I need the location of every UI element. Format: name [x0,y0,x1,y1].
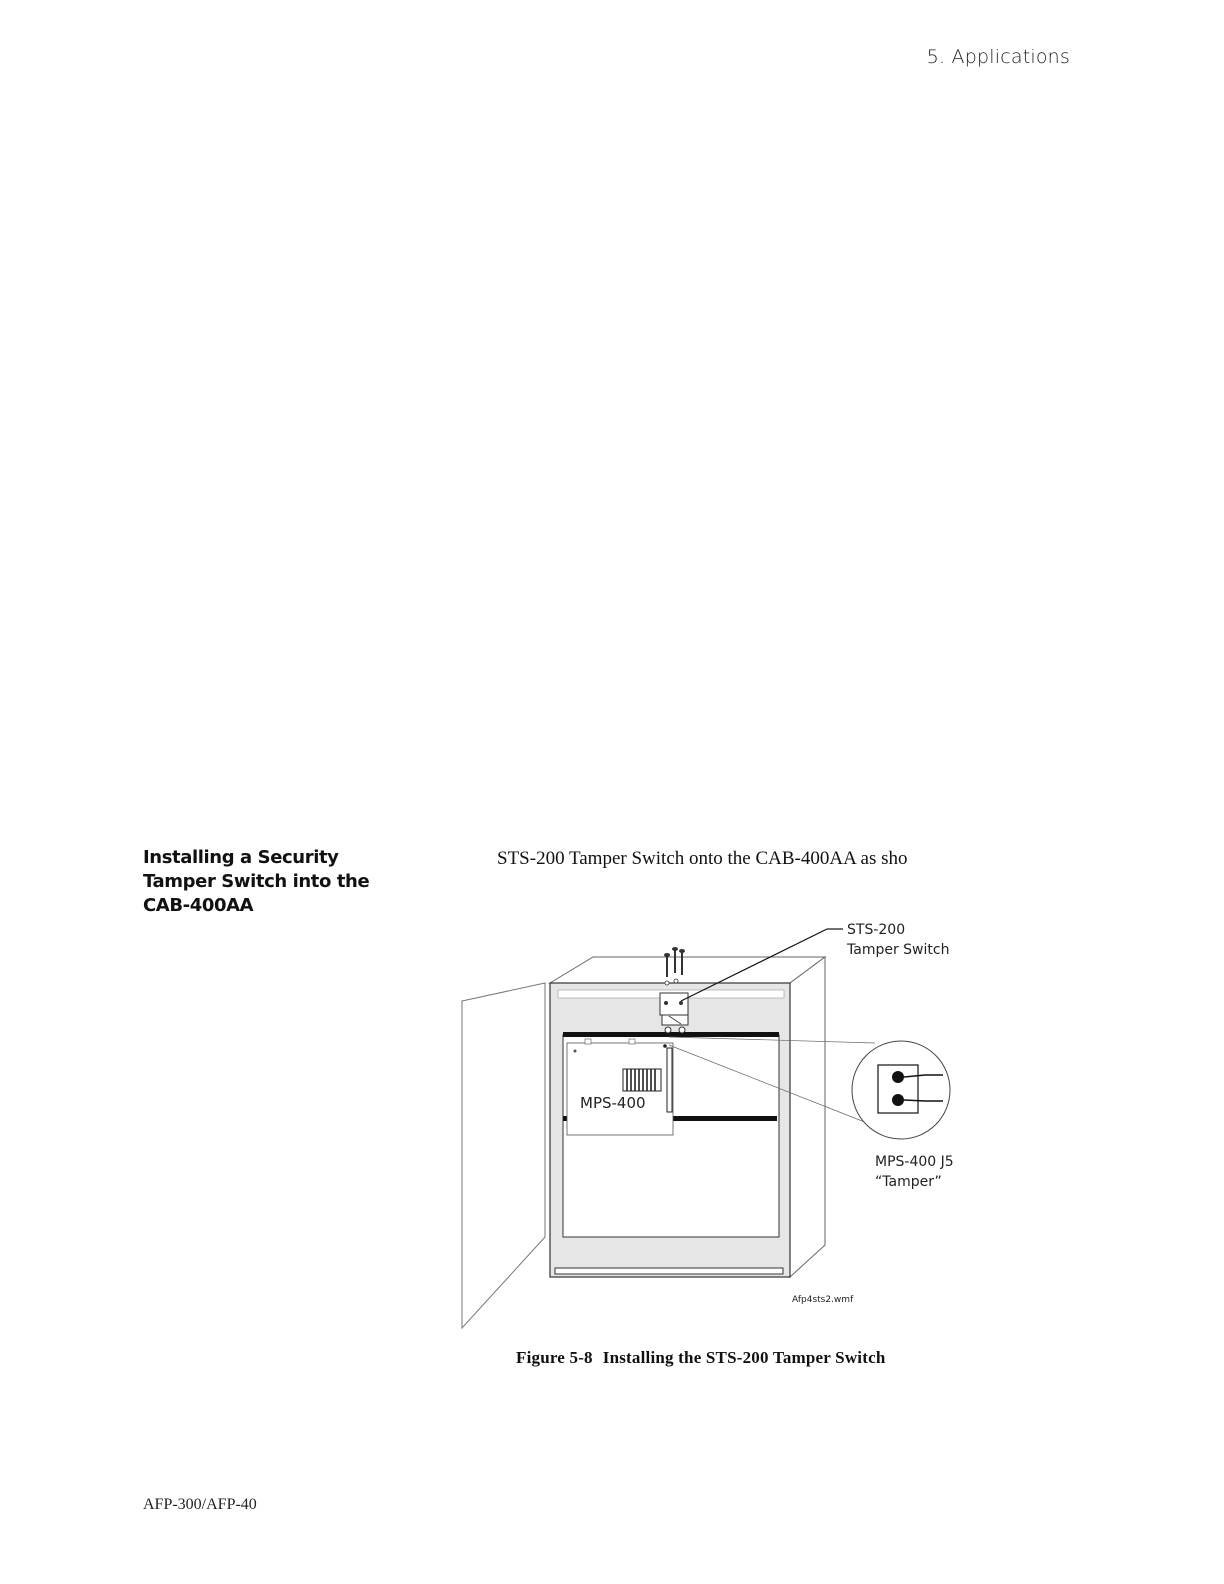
cabinet-top [550,957,825,983]
figure-number: Figure 5-8 [516,1348,593,1367]
cabinet-figure [455,915,975,1335]
figure-title: Installing the STS-200 Tamper Switch [602,1348,886,1367]
tamper-switch-callout [847,920,949,960]
body-paragraph: STS-200 Tamper Switch onto the CAB-400AA as sho [497,848,908,869]
j5-connector-callout-line-1: MPS-400 J5 [875,1154,954,1170]
upper-rail [563,1032,779,1037]
cabinet-side [790,957,825,1277]
section-heading-line-1: Installing a Security [143,847,339,868]
figure-caption [516,1348,886,1368]
section-heading-line-2: Tamper Switch into the [143,871,370,892]
cabinet-diagram [455,915,975,1335]
j5-connector-callout-line-2: “Tamper” [875,1174,942,1190]
figure-file-tag: Afp4sts2.wmf [792,1295,854,1305]
page-footer: AFP-300/AFP-40 [143,1496,257,1513]
tamper-switch-callout-line-2: Tamper Switch [847,942,950,958]
section-heading-line-3: CAB-400AA [143,895,254,916]
cabinet-door [462,983,545,1328]
mps-board-callout: MPS-400 [580,1094,646,1112]
board-heatsink [623,1069,661,1091]
running-header: 5. Applications [926,46,1070,68]
section-heading [143,846,383,918]
j5-connector-callout [875,1152,954,1192]
tamper-switch-callout-line-1: STS-200 [847,922,906,938]
